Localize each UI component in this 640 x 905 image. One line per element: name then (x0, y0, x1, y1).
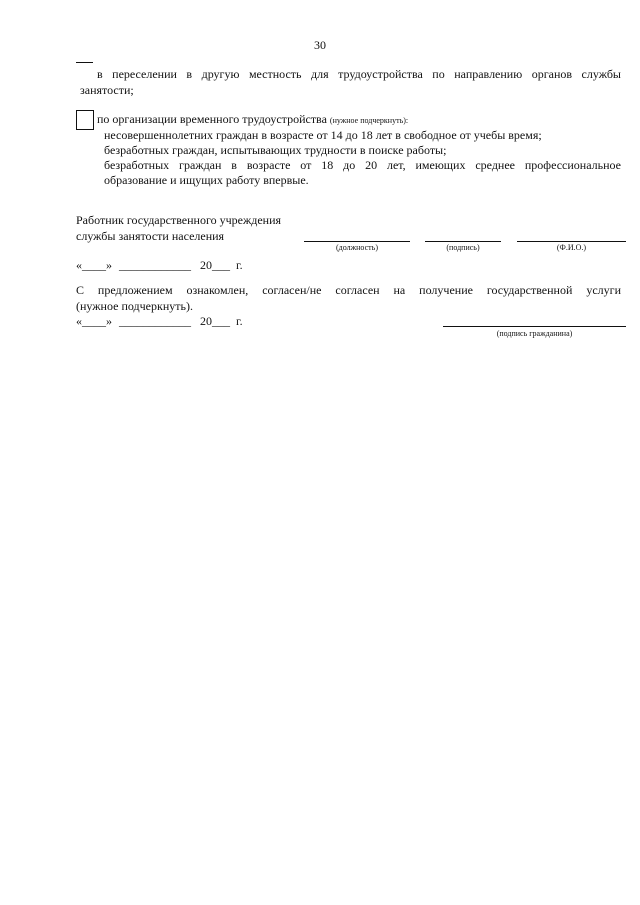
date-month-field[interactable]: ____________ (119, 314, 191, 328)
temp-job-item-3-cont: образование и ищущих работу впервые. (104, 173, 309, 187)
name-line[interactable] (517, 241, 626, 242)
date-open-quote: « (76, 314, 82, 328)
checkbox-temp-job[interactable] (76, 110, 94, 130)
option-relocation-line2: занятости; (80, 83, 134, 97)
date-day-field[interactable]: ____ (82, 314, 106, 328)
citizen-signature-line[interactable] (443, 326, 626, 327)
date-suffix: г. (236, 258, 243, 272)
date-year-field[interactable]: ___ (212, 258, 230, 272)
consent-line1: С предложением ознакомлен, согласен/не согласен на получение государственной услуги (76, 283, 621, 297)
signature-line[interactable] (425, 241, 501, 242)
date-day-field[interactable]: ____ (82, 258, 106, 272)
option-relocation-line1: в переселении в другую местность для трудоустройства по направлению органов службы (97, 67, 621, 81)
signature-caption: (подпись) (446, 243, 480, 252)
worker-date[interactable] (76, 258, 243, 273)
option-temp-job-label: по организации временного трудоустройства (97, 112, 327, 126)
temp-job-item-3: безработных граждан в возрасте от 18 до 20 лет, имеющих среднее профессиональное (104, 158, 621, 172)
page-number: 30 (314, 38, 326, 52)
date-year-prefix: 20 (200, 314, 212, 328)
worker-title-line1: Работник государственного учреждения (76, 213, 282, 227)
temp-job-item-2: безработных граждан, испытывающих трудности в поиске работы; (104, 143, 447, 157)
citizen-signature-caption: (подпись гражданина) (496, 329, 573, 338)
consent-line2: (нужное подчеркнуть). (76, 299, 193, 313)
position-line[interactable] (304, 241, 410, 242)
option-temp-job (97, 112, 408, 127)
option-temp-job-note: (нужное подчеркнуть): (329, 116, 409, 125)
checkbox-relocation[interactable] (76, 62, 93, 63)
date-year-prefix: 20 (200, 258, 212, 272)
date-year-field[interactable]: ___ (212, 314, 230, 328)
date-month-field[interactable]: ____________ (119, 258, 191, 272)
date-suffix: г. (236, 314, 243, 328)
date-close-quote: » (106, 258, 112, 272)
date-close-quote: » (106, 314, 112, 328)
worker-title-line2: службы занятости населения (76, 229, 225, 243)
name-caption: (Ф.И.О.) (556, 243, 587, 252)
date-open-quote: « (76, 258, 82, 272)
position-caption: (должность) (336, 243, 378, 252)
consent-date[interactable] (76, 314, 243, 329)
temp-job-item-1: несовершеннолетних граждан в возрасте от 14 до 18 лет в свободное от учебы время; (104, 128, 542, 142)
